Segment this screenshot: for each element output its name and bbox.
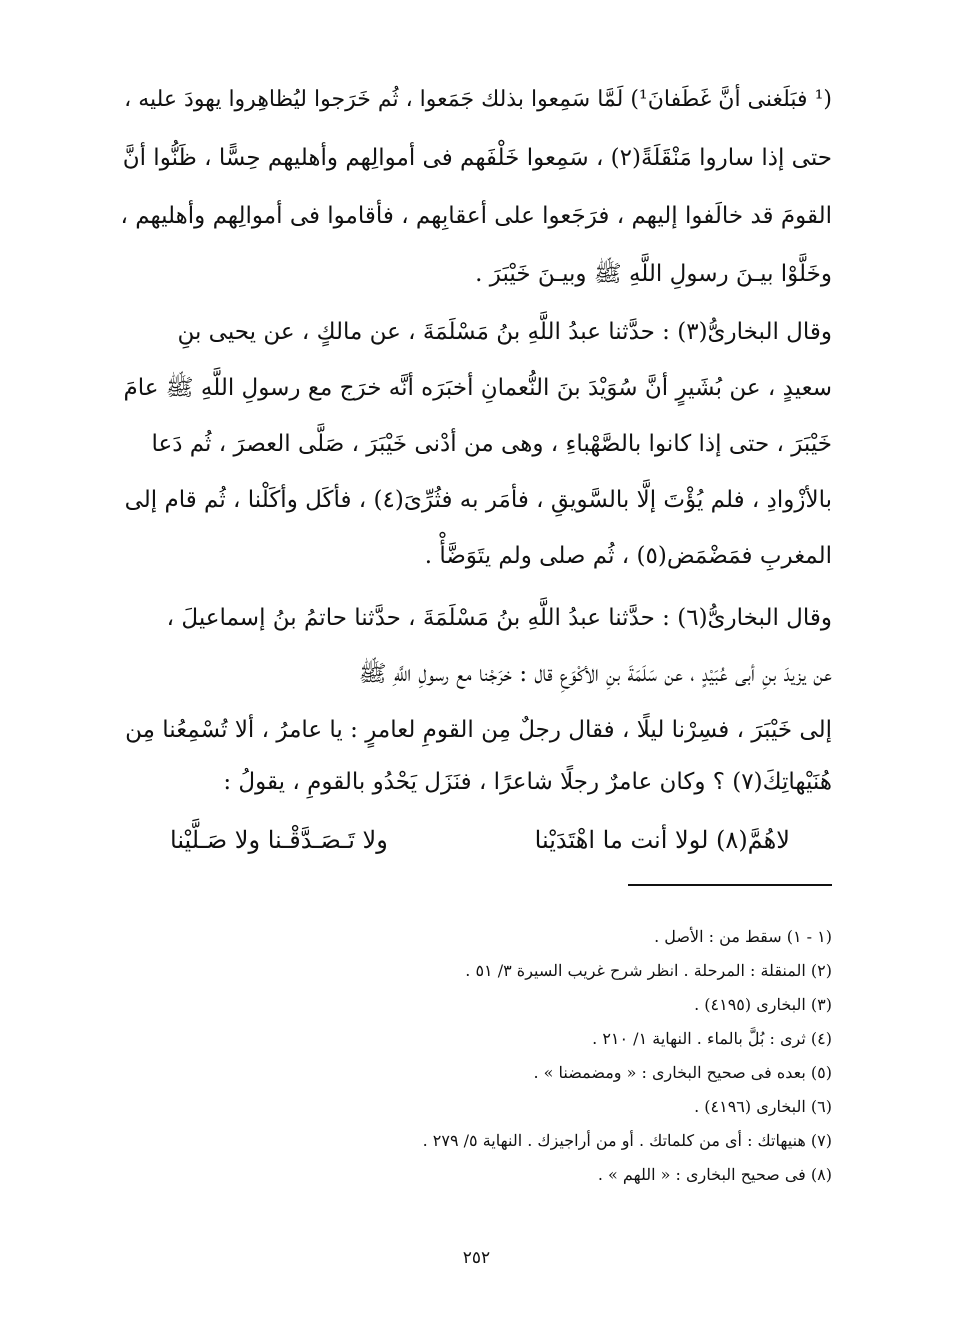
- footnote: (٧) هنيهاتك : أى من كلماتك . أو من أراجيزك . النهاية ٥/ ٢٧٩ .: [422, 1131, 832, 1150]
- paragraph-line: خَيْبَرَ ، حتى إذا كانوا بالصَّهْباءِ ، وهى من أدْنى خَيْبَرَ ، صَلَّى العصرَ ، ثُم دَعا: [151, 431, 832, 457]
- footnote: (٣) البخارى (٤١٩٥) .: [694, 995, 832, 1014]
- footnote-separator: [628, 884, 832, 886]
- paragraph-line: حتى إذا ساروا مَنْقَلَةً(٢) ، سَمِعوا خَلْفَهم فى أموالِهم وأهليهم حِسًّا ، ظَنُّوا أنَّ: [122, 145, 832, 171]
- footnote: (٤) ثرى : بُلَّ بالماء . النهاية ١/ ٢١٠ .: [592, 1029, 832, 1048]
- paragraph-3: [120, 588, 832, 818]
- paragraph-line: وخَلَّوْا بيـنَ رسولِ اللَّهِ ﷺ وبيـنَ خَيْبَرَ .: [475, 261, 832, 287]
- footnotes: [120, 920, 832, 1192]
- page-number: ٢٥٢: [462, 1248, 491, 1268]
- paragraph-line: (¹ فبَلَغنى أنَّ غَطَفانَ¹) لَمَّا سَمِعوا بذلك جَمَعوا ، ثُم خَرَجوا ليُظاهِروا يهودَ عليه ،: [124, 87, 832, 112]
- verse-second-hemistich: ولا تَـصَـدَّقْـنا ولا صَـلَّيْنا: [170, 826, 388, 854]
- footnote: (٨) فى صحيح البخارى : « اللهم » .: [597, 1165, 832, 1184]
- paragraph-line: بالأزْوادِ ، فلم يُؤْتَ إلَّا بالسَّويقِ ، فأمَر به فثُرِّىَ(٤) ، فأكَل وأكَلْنا ، ثُم قام إلى: [124, 487, 832, 513]
- footnote: (٥) بعده فى صحيح البخارى : « ومضمضنا » .: [533, 1063, 832, 1082]
- footnote: (٦) البخارى (٤١٩٦) .: [694, 1097, 832, 1116]
- paragraph-1: [120, 70, 832, 310]
- paragraph-line: سعيدٍ ، عن بُشَيرٍ أنَّ سُوَيْدَ بنَ النُّعمانِ أخبَرَه أنَّه خرَج مع رسولِ اللَّهِ ﷺ عامَ: [123, 375, 832, 401]
- paragraph-line: عن يزيدَ بنِ أبى عُبَيْدٍ ، عن سَلَمَةَ بنِ الأكْوَعِ قال : خرَجْنا مع رسولِ اللَّهِ ﷺ: [358, 661, 832, 687]
- paragraph-line: القومَ قد خالَفوا إليهم ، فرَجَعوا على أعقابِهم ، فأقاموا فى أموالِهم وأهليهم ،: [120, 203, 832, 229]
- paragraph-line: وقال البخارىُّ(٦) : حدَّثنا عبدُ اللَّهِ بنُ مَسْلَمَةَ ، حدَّثنا حاتمُ بنُ إسماعيلَ ،: [166, 605, 832, 631]
- paragraph-line: وقال البخارىُّ(٣) : حدَّثنا عبدُ اللَّهِ بنُ مَسْلَمَةَ ، عن مالكٍ ، عن يحيى بنِ: [177, 319, 832, 345]
- verse-first-hemistich: لاهُمَّ(٨) لولا أنت ما اهْتَدَيْنا: [534, 826, 790, 854]
- paragraph-2: [120, 302, 832, 592]
- poetry-verse: [170, 810, 790, 870]
- footnote: (١ - ١) سقط من : الأصل .: [654, 927, 832, 946]
- paragraph-line: هُنَيْهاتِكَ(٧) ؟ وكان عامرٌ رجلًا شاعرًا ، فنَزَل يَحْدُو بالقومِ ، يقولُ :: [223, 769, 832, 795]
- paragraph-line: المغربِ فمَضْمَض(٥) ، ثُم صلى ولم يتَوَضَّأْ .: [424, 543, 832, 569]
- paragraph-line: إلى خَيْبَرَ ، فسِرْنا ليلًا ، فقال رجلٌ مِن القومِ لعامرٍ : يا عامرُ ، ألا تُسْمِعُنا مِن: [125, 717, 832, 743]
- footnote: (٢) المنقلة : المرحلة . انظر شرح غريب السيرة ٣/ ٥١ .: [465, 961, 832, 980]
